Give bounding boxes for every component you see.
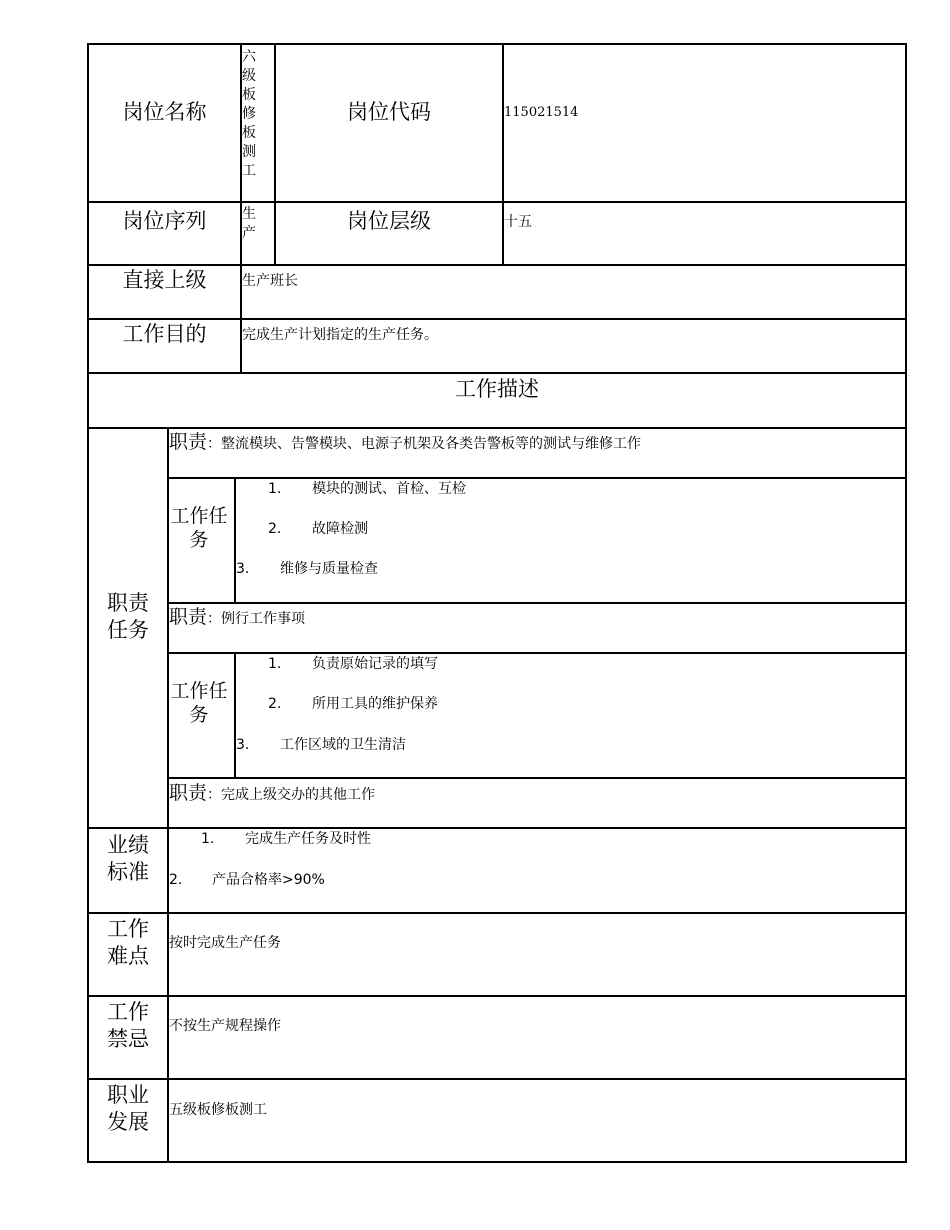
superior-value: 生产班长 (242, 273, 298, 289)
post-code-label: 岗位代码 (347, 100, 431, 124)
description-title: 工作描述 (455, 377, 539, 401)
task-text: 模块的测试、首检、互检 (312, 481, 466, 497)
performance-number: 1. (201, 831, 215, 847)
table-divider (87, 372, 907, 374)
task-number: 1. (268, 656, 282, 672)
post-name-value: 六级板修板测工 (242, 49, 256, 179)
table-divider (168, 777, 907, 779)
table-divider (87, 201, 907, 203)
task-number: 2. (268, 521, 282, 537)
duty-prefix: 职责 (169, 431, 208, 453)
difficulty-value: 按时完成生产任务 (169, 935, 281, 951)
task-text: 工作区域的卫生清洁 (280, 737, 406, 753)
table-border (87, 43, 907, 45)
duty-text: ：例行工作事项 (207, 611, 306, 627)
table-divider (87, 1078, 907, 1080)
task-number: 1. (268, 481, 282, 497)
task-number: 3. (236, 561, 250, 577)
performance-label: 业绩标准 (107, 833, 149, 884)
career-value: 五级板修板测工 (169, 1102, 267, 1118)
table-divider (168, 602, 907, 604)
performance-number: 2. (169, 872, 183, 888)
table-divider (234, 477, 236, 604)
table-divider (87, 264, 907, 266)
task-text: 故障检测 (312, 521, 368, 537)
table-divider (87, 912, 907, 914)
table-divider (87, 995, 907, 997)
table-divider (234, 652, 236, 779)
purpose-value: 完成生产计划指定的生产任务。 (242, 327, 438, 343)
duties-label: 职责任务 (107, 591, 149, 642)
task-number: 3. (236, 737, 250, 753)
duty-prefix: 职责 (169, 782, 208, 804)
post-series-value: 生产 (242, 206, 256, 241)
post-code-value: 115021514 (504, 105, 579, 120)
task-label: 工作任务 (170, 505, 228, 551)
duty-row (169, 608, 305, 627)
duty-text: ：整流模块、告警模块、电源子机架及各类告警板等的测试与维修工作 (207, 436, 642, 452)
task-text: 维修与质量检查 (280, 561, 378, 577)
duty-row (169, 784, 375, 803)
task-number: 2. (268, 696, 282, 712)
taboo-value: 不按生产规程操作 (169, 1018, 281, 1034)
table-border (905, 43, 907, 1163)
post-level-label: 岗位层级 (347, 209, 431, 233)
table-divider (168, 477, 907, 479)
table-border (87, 1161, 907, 1163)
post-series-label: 岗位序列 (122, 209, 207, 233)
duty-text: ：完成上级交办的其他工作 (207, 787, 376, 803)
task-text: 所用工具的维护保养 (312, 696, 438, 712)
duty-row (169, 433, 641, 452)
table-divider (87, 827, 907, 829)
duty-prefix: 职责 (169, 606, 208, 628)
table-divider (87, 427, 907, 429)
career-label: 职业发展 (107, 1083, 149, 1134)
table-divider (87, 318, 907, 320)
performance-text: 完成生产任务及时性 (245, 831, 371, 847)
post-name-label: 岗位名称 (122, 100, 207, 124)
performance-text: 产品合格率>90% (212, 872, 325, 888)
table-divider (502, 43, 504, 266)
purpose-label: 工作目的 (122, 322, 207, 346)
task-text: 负责原始记录的填写 (312, 656, 438, 672)
table-divider (274, 43, 276, 266)
taboo-label: 工作禁忌 (107, 1000, 149, 1051)
difficulty-label: 工作难点 (107, 917, 149, 968)
task-label: 工作任务 (170, 680, 228, 726)
table-divider (168, 652, 907, 654)
superior-label: 直接上级 (122, 268, 207, 292)
post-level-value: 十五 (504, 214, 532, 230)
